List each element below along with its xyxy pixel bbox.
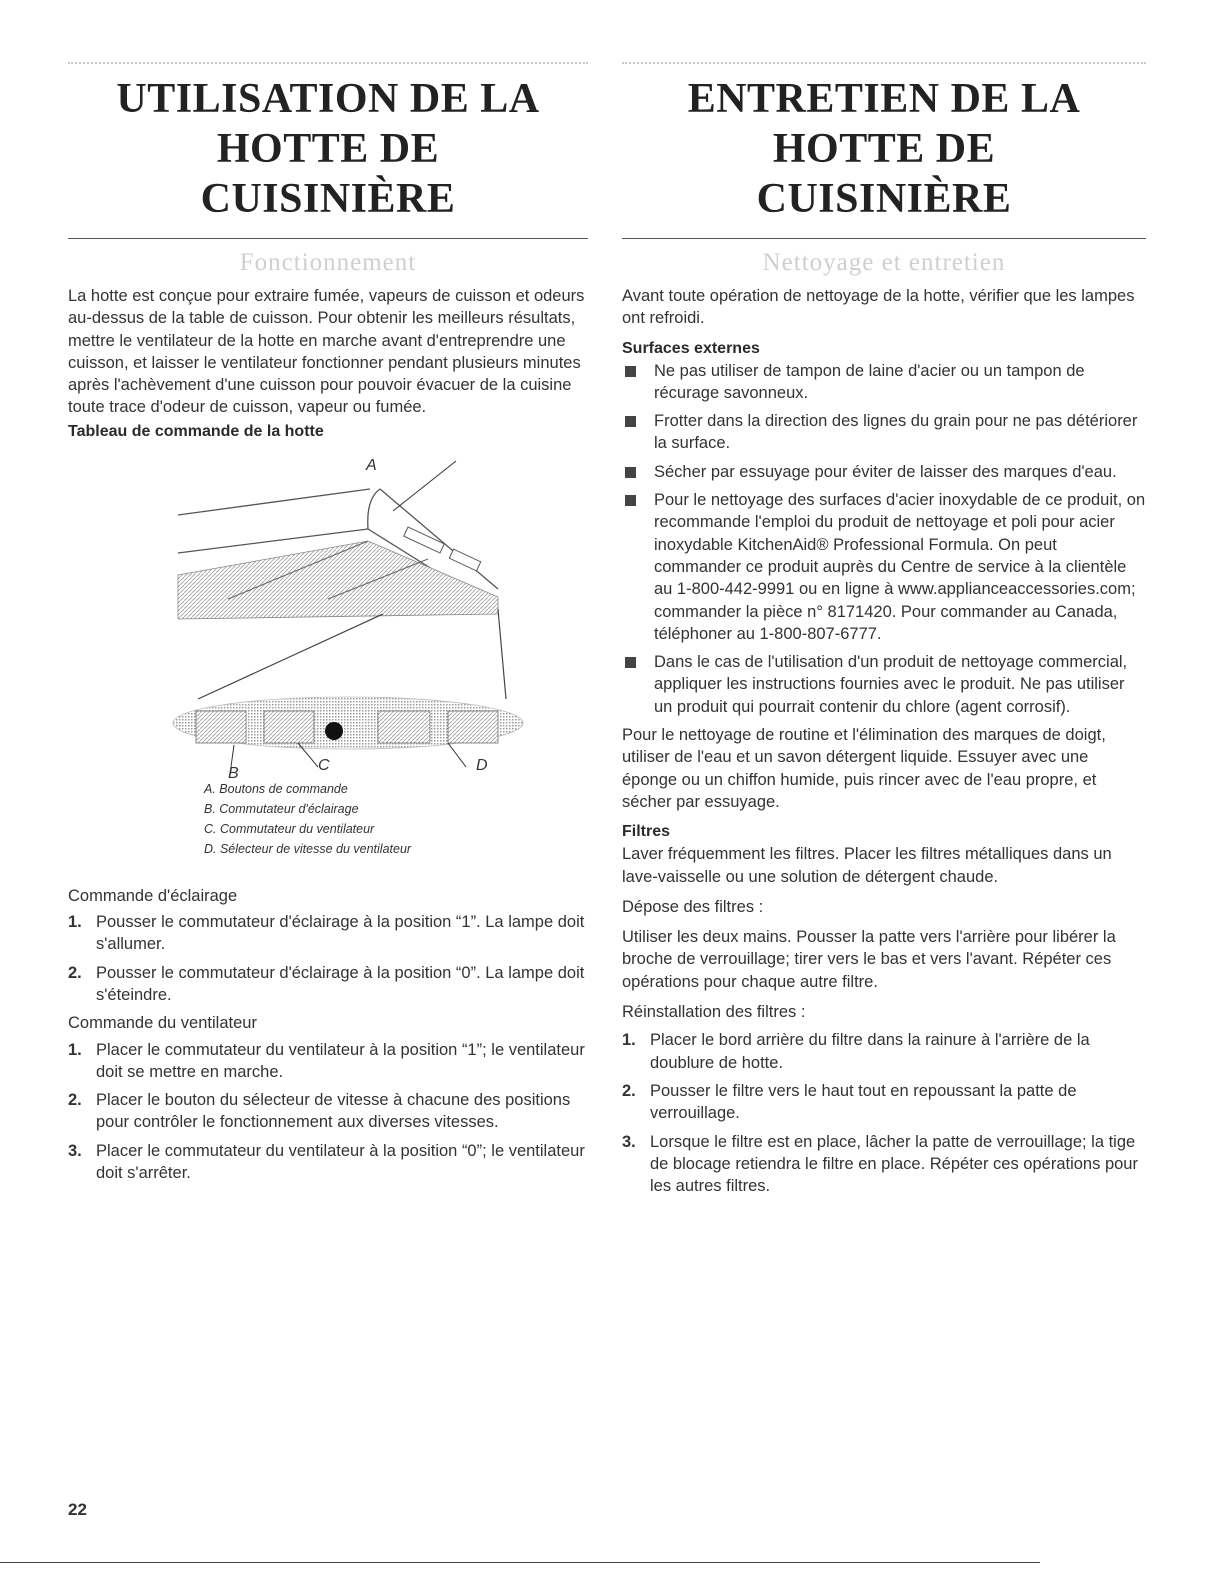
section-title-care — [622, 74, 1146, 224]
title-rule — [622, 238, 1146, 239]
fan-control-heading: Commande du ventilateur — [68, 1014, 257, 1033]
list-item: Frotter dans la direction des lignes du grain pour ne pas détériorer la surface. — [622, 410, 1146, 455]
bullet-icon — [625, 657, 636, 668]
light-steps — [68, 911, 588, 1006]
right-column — [622, 62, 1146, 1203]
caption-c: C. Commutateur du ventilateur — [204, 821, 375, 836]
intro-paragraph: Avant toute opération de nettoyage de la hotte, vérifier que les lampes ont refroidi. — [622, 287, 1135, 328]
title-line-2: CUISINIÈRE — [200, 176, 456, 222]
diagram-label-b: B — [228, 764, 239, 782]
list-item: 2. Placer le bouton du sélecteur de vitesse à chacune des positions pour contrôler le fonctionnement aux diverses vitesses. — [68, 1091, 571, 1132]
filters-heading: Filtres — [622, 823, 671, 841]
removal-heading: Dépose des filtres : — [622, 897, 764, 916]
routine-paragraph: Pour le nettoyage de routine et l'élimination des marques de doigt, utiliser de l'eau et un savon détergent liquide. Essuyer avec une éponge ou un chiffon humide, puis rincer avec de l'eau propre, et sécher par essuyage. — [622, 726, 1106, 811]
hood-diagram — [68, 449, 588, 779]
bullet-icon — [625, 416, 636, 427]
decorative-rule — [68, 62, 588, 70]
subsection-title: Nettoyage et entretien — [762, 249, 1006, 276]
decorative-rule — [622, 62, 1146, 70]
list-item: Ne pas utiliser de tampon de laine d'acier ou un tampon de récurage savonneux. — [622, 360, 1146, 405]
diagram-captions — [204, 779, 588, 859]
caption-a: A. Boutons de commande — [204, 781, 348, 796]
diagram-label-a: A — [366, 456, 377, 474]
bullet-icon — [625, 467, 636, 478]
subsection-title: Fonctionnement — [239, 249, 417, 276]
diagram-label-d: D — [476, 756, 488, 774]
list-item: 1. Pousser le commutateur d'éclairage à la position “1”. La lampe doit s'allumer. — [68, 913, 585, 954]
caption-d: D. Sélecteur de vitesse du ventilateur — [204, 841, 412, 856]
left-column — [68, 62, 588, 1190]
surfaces-heading: Surfaces externes — [622, 339, 760, 357]
list-item: 1. Placer le bord arrière du filtre dans la rainure à l'arrière de la doublure de hotte. — [622, 1031, 1090, 1072]
filters-intro: Laver fréquemment les filtres. Placer les filtres métalliques dans un lave-vaisselle ou une solution de détergent chaude. — [622, 845, 1112, 886]
title-line-1: ENTRETIEN DE LA HOTTE DE — [687, 76, 1081, 172]
diagram-label-c: C — [318, 756, 330, 774]
removal-text: Utiliser les deux mains. Pousser la patte vers l'arrière pour libérer la broche de verrouillage; tirer vers le bas et vers l'avant. Répéter ces opérations pour chaque autre filtre. — [622, 928, 1116, 991]
list-item: 3. Lorsque le filtre est en place, lâcher la patte de verrouillage; la tige de blocage retiendra le filtre en place. Répéter ces opérations pour les autres filtres. — [622, 1132, 1138, 1196]
control-panel-diagram — [68, 449, 588, 782]
intro-paragraph: La hotte est conçue pour extraire fumée, vapeurs de cuisson et odeurs au-dessus de la table de cuisson. Pour obtenir les meilleurs résultats, mettre le ventilateur de la hotte en marche avant d'entreprendre une cuisson, et laisser le ventilateur fonctionner pendant plusieurs minutes après l'achèvement d'une cuisson pour pouvoir évacuer de la cuisine toute trace d'odeur de cuisson, vapeur ou fumée. — [68, 287, 585, 417]
page-number: 22 — [68, 1500, 87, 1519]
title-rule — [68, 238, 588, 239]
list-item: 3. Placer le commutateur du ventilateur à la position “0”; le ventilateur doit s'arrêter. — [68, 1141, 585, 1183]
reinstall-steps — [622, 1029, 1146, 1197]
reinstall-heading: Réinstallation des filtres : — [622, 1003, 806, 1022]
surfaces-list — [622, 360, 1146, 718]
list-item: Sécher par essuyage pour éviter de laisser des marques d'eau. — [622, 461, 1146, 483]
title-line-1: UTILISATION DE LA HOTTE DE — [116, 76, 540, 172]
section-title-use — [68, 74, 588, 224]
footer-rule — [0, 1562, 1040, 1563]
list-item: 2. Pousser le filtre vers le haut tout en repoussant la patte de verrouillage. — [622, 1081, 1077, 1123]
list-item: 2. Pousser le commutateur d'éclairage à la position “0”. La lampe doit s'éteindre. — [68, 963, 585, 1004]
fan-steps — [68, 1039, 588, 1185]
bullet-icon — [625, 366, 636, 377]
list-item: Dans le cas de l'utilisation d'un produit de nettoyage commercial, appliquer les instructions fournies avec le produit. Ne pas utiliser un produit qui pourrait contenir du chlore (agent corrosif). — [622, 651, 1146, 718]
light-control-heading: Commande d'éclairage — [68, 886, 238, 905]
bullet-icon — [625, 495, 636, 506]
list-item: Pour le nettoyage des surfaces d'acier inoxydable de ce produit, on recommande l'emploi du produit de nettoyage et poli pour acier inoxydable KitchenAid® Professional Formula. On peut commander ce produit auprès du Centre de service à la clientèle au 1-800-442-9991 ou en ligne à www.applianceaccessories.com; commander la pièce n° 8171420. Pour commander au Canada, téléphoner au 1-800-807-6777. — [622, 489, 1146, 645]
title-line-2: CUISINIÈRE — [756, 176, 1012, 222]
caption-b: B. Commutateur d'éclairage — [204, 801, 359, 816]
list-item: 1. Placer le commutateur du ventilateur à la position “1”; le ventilateur doit se mettre en marche. — [68, 1040, 585, 1081]
table-heading: Tableau de commande de la hotte — [68, 422, 324, 440]
